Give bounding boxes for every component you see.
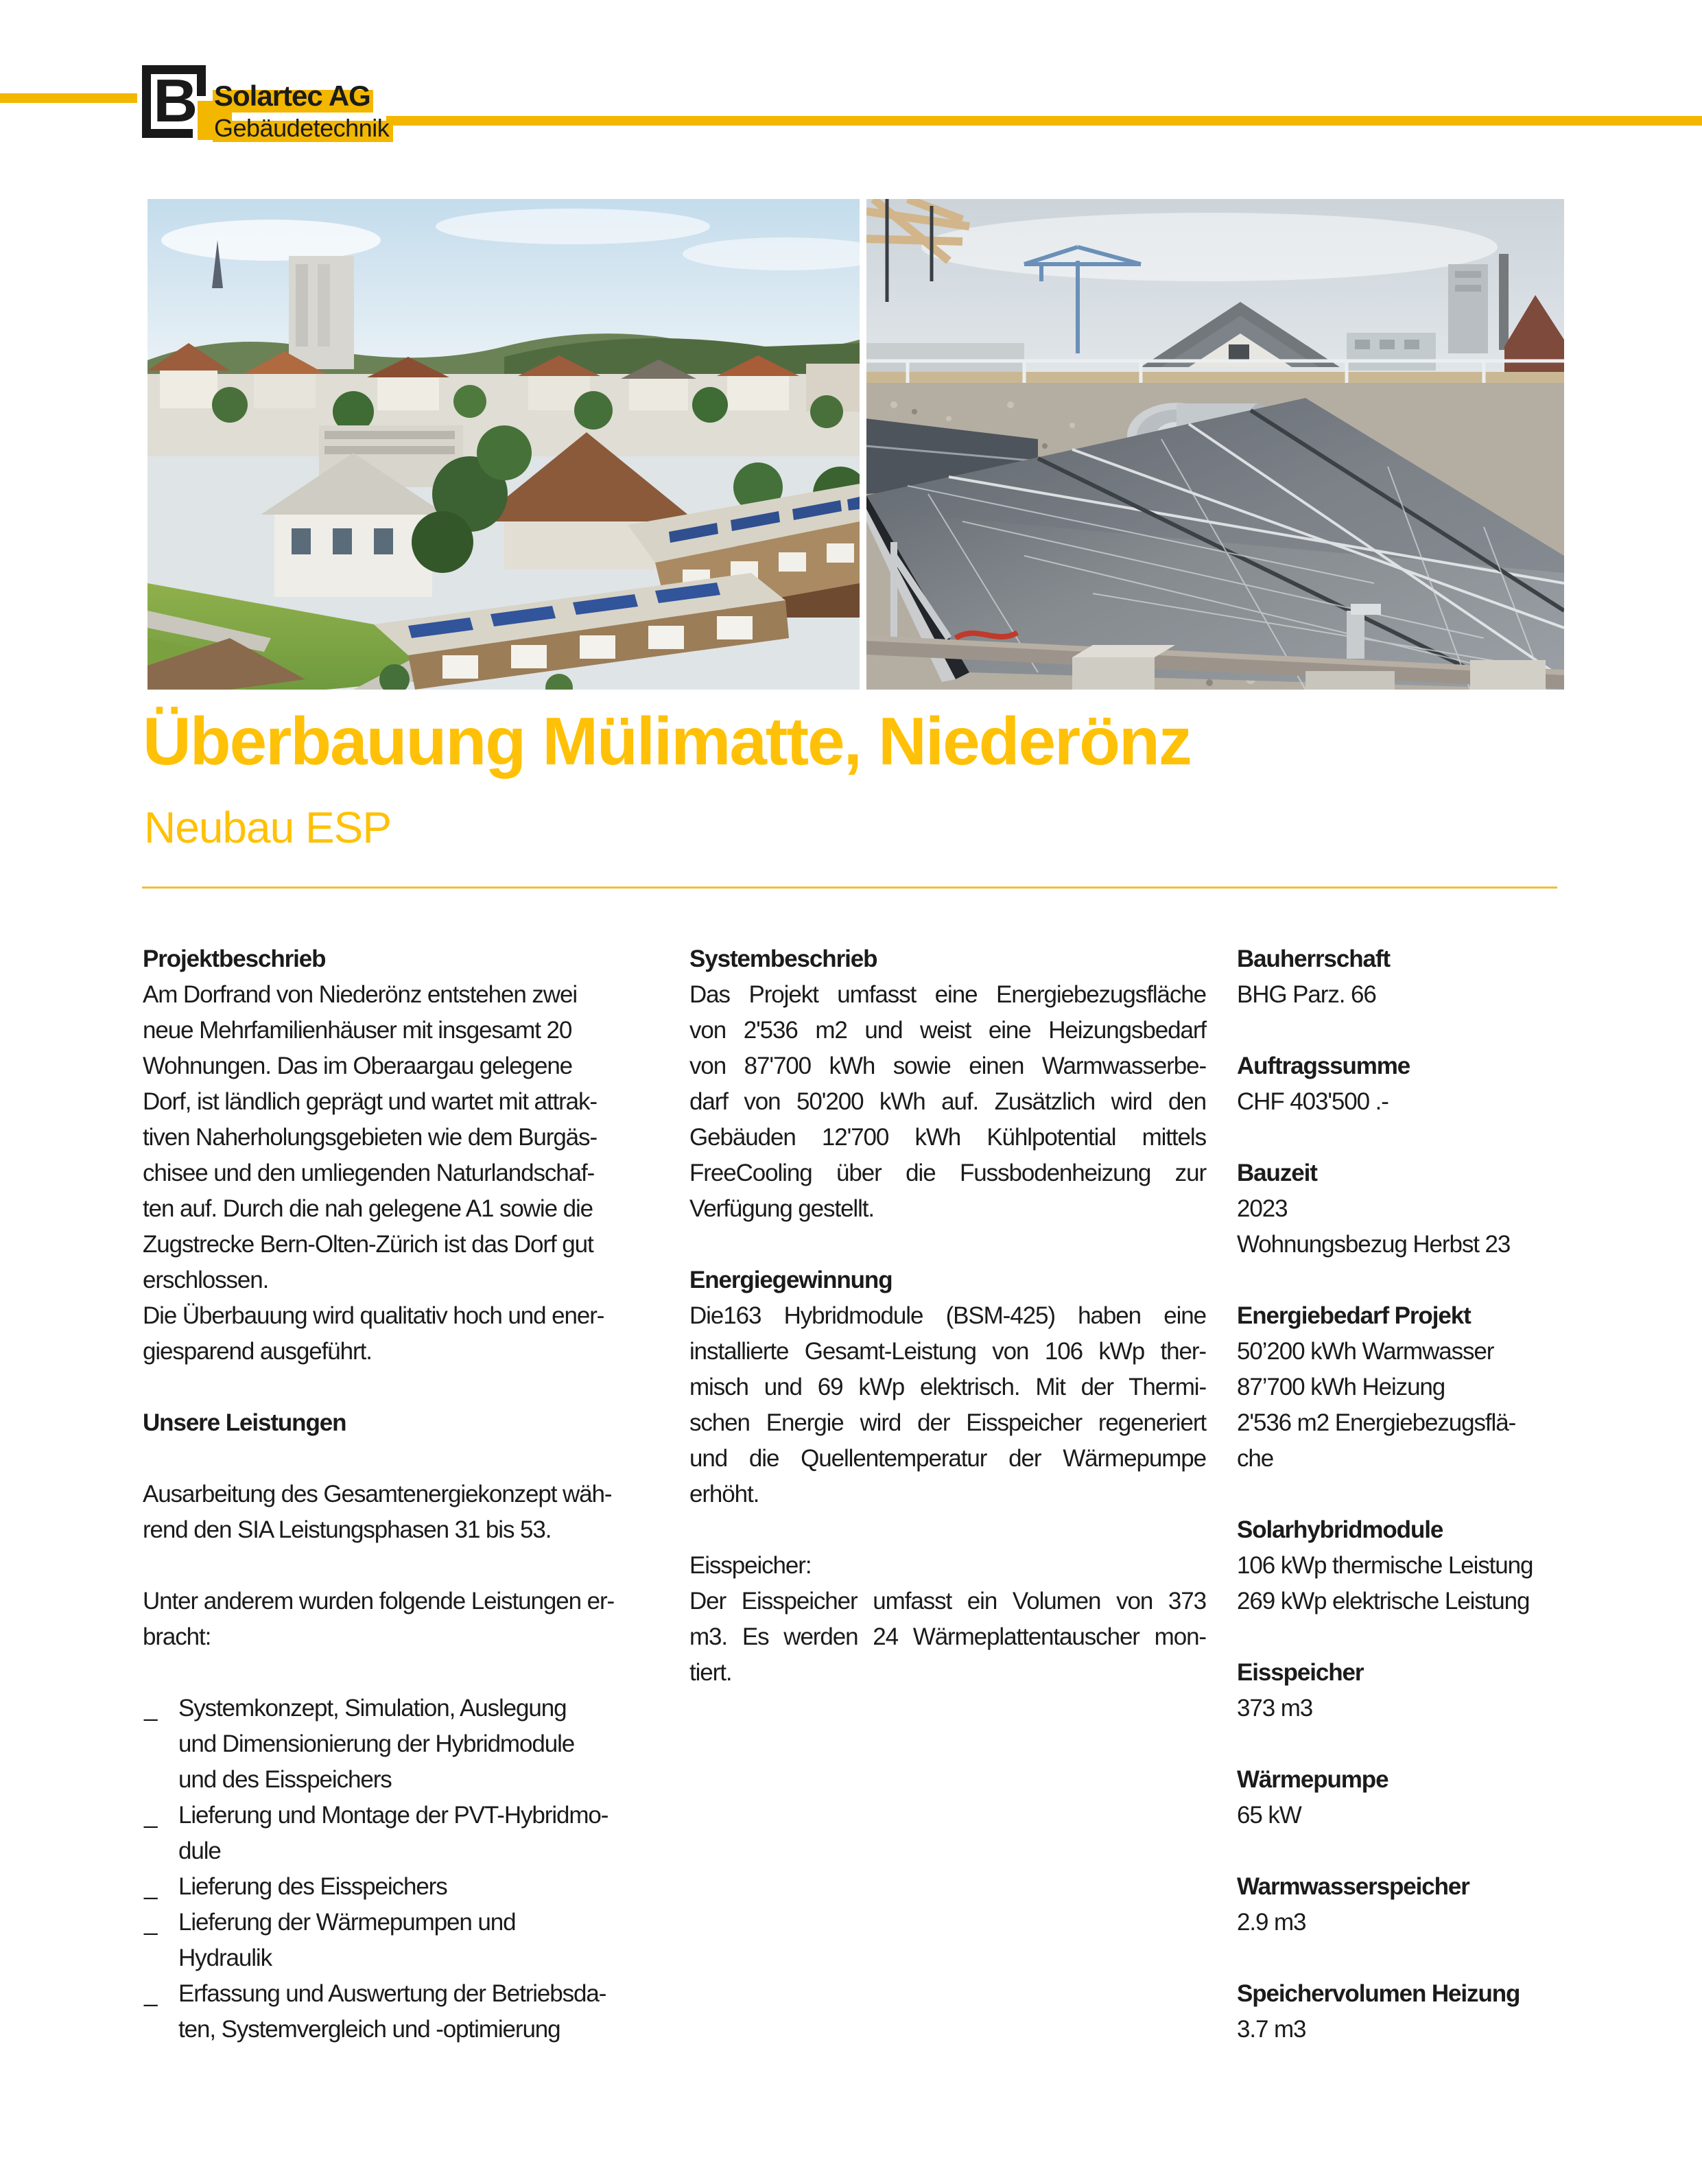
header-accent-bar-right xyxy=(386,116,1702,126)
rooftop-solar-illustration xyxy=(866,199,1564,690)
fact-bauherrschaft: Bauherrschaft BHG Parz. 66 xyxy=(1237,946,1390,1008)
fact-bauzeit: Bauzeit 2023 Wohnungsbezug Herbst 23 xyxy=(1237,1160,1511,1258)
bullet-marker: _ xyxy=(144,1980,157,2007)
header-accent-bar-left xyxy=(0,93,137,103)
aerial-village-photo xyxy=(147,199,860,690)
paragraph-leistungen-liste-intro: Unter anderem wurden folgende Leistungen er- bracht: xyxy=(143,1588,615,1650)
heading-unsere-leistungen: Unsere Leistungen xyxy=(143,1409,346,1436)
list-item: _ Lieferung des Eisspeichers xyxy=(143,1869,654,1905)
logo-letter: B xyxy=(153,67,198,134)
paragraph-energiegewinnung: Die163 Hybridmodule (BSM-425) haben eine installierte Gesamt-Leistung von 106 kWp ther- misch und 69 kWp elektrisch. Mit der Thermi- schen Energie wird der Eisspeicher regeneriert und die Quellentemperatur der Wärmepumpe erhöht. xyxy=(689,1302,1206,1507)
brand-subtitle: Gebäudetechnik xyxy=(213,115,393,142)
page-title: Überbauung Mülimatte, Niederönz xyxy=(143,703,1191,779)
services-list xyxy=(143,1691,654,2047)
list-item: _ Systemkonzept, Simulation, Auslegung und Dimensionierung der Hybridmodule und des Eisspeichers xyxy=(143,1691,654,1798)
page-subtitle: Neubau ESP xyxy=(144,803,392,852)
list-item: _ Lieferung und Montage der PVT-Hybridmo- dule xyxy=(143,1798,654,1869)
list-item: _ Erfassung und Auswertung der Betriebsda- ten, Systemvergleich und -optimierung xyxy=(143,1976,654,2047)
heading-projektbeschrieb: Projektbeschrieb xyxy=(143,946,326,972)
eisspeicher-label: Eisspeicher: xyxy=(689,1552,812,1579)
heading-systembeschrieb: Systembeschrieb xyxy=(689,946,877,972)
fact-speichervolumen-heizung: Speichervolumen Heizung 3.7 m3 xyxy=(1237,1980,1520,2043)
list-item: _ Lieferung der Wärmepumpen und Hydraulik xyxy=(143,1905,654,1976)
paragraph-projektbeschrieb: Am Dorfrand von Niederönz entstehen zwei neue Mehrfamilienhäuser mit insgesamt 20 Wohnungen. Das im Oberaargau gelegene Dorf, ist ländlich geprägt und wartet mit attrak- tiven Naherholungsgebieten wie dem Burgäs- chisee und den umliegenden Naturlandschaf- ten auf. Durch die nah gelegene A1 sowie die Zugstrecke Bern-Olten-Zürich ist das Dorf gut erschlossen. Die Überbauung wird qualitativ hoch und ener- giesparend ausgeführt. xyxy=(143,981,604,1365)
bullet-marker: _ xyxy=(144,1909,157,1936)
column-facts xyxy=(1237,941,1594,2047)
paragraph-leistungen-intro: Ausarbeitung des Gesamtenergiekonzept wäh- rend den SIA Leistungsphasen 31 bis 53. xyxy=(143,1481,612,1543)
paragraph-eisspeicher: Der Eisspeicher umfasst ein Volumen von 373 m3. Es werden 24 Wärmeplattentauscher mon- tiert. xyxy=(689,1588,1206,1686)
fact-eisspeicher: Eisspeicher 373 m3 xyxy=(1237,1659,1364,1722)
fact-energiebedarf: Energiebedarf Projekt 50’200 kWh Warmwasser 87’700 kWh Heizung 2'536 m2 Energiebezugsflä- che xyxy=(1237,1302,1516,1472)
brand-block xyxy=(213,80,393,142)
heading-energiegewinnung: Energiegewinnung xyxy=(689,1267,893,1293)
bullet-marker: _ xyxy=(144,1873,157,1900)
bullet-marker: _ xyxy=(144,1695,157,1722)
fact-auftragssumme: Auftragssumme CHF 403'500 .- xyxy=(1237,1053,1410,1115)
rooftop-solar-photo xyxy=(866,199,1564,690)
column-project-description xyxy=(143,941,654,2047)
fact-waermepumpe: Wärmepumpe 65 kW xyxy=(1237,1766,1388,1829)
aerial-village-illustration xyxy=(147,199,860,690)
column-system-description xyxy=(689,941,1206,1691)
brand-name: Solartec AG xyxy=(213,80,373,113)
fact-solarhybridmodule: Solarhybridmodule 106 kWp thermische Leistung 269 kWp elektrische Leistung xyxy=(1237,1516,1533,1614)
fact-warmwasserspeicher: Warmwasserspeicher 2.9 m3 xyxy=(1237,1873,1469,1936)
title-divider-rule xyxy=(142,886,1557,889)
bullet-marker: _ xyxy=(144,1802,157,1829)
paragraph-systembeschrieb: Das Projekt umfasst eine Energiebezugsfläche von 2'536 m2 und weist eine Heizungsbedarf von 87'700 kWh sowie einen Warmwasserbe- darf von 50'200 kWh auf. Zusätzlich wird den Gebäuden 12'700 kWh Kühlpotential mittels FreeCooling über die Fussbodenheizung zur Verfügung gestellt. xyxy=(689,981,1206,1222)
